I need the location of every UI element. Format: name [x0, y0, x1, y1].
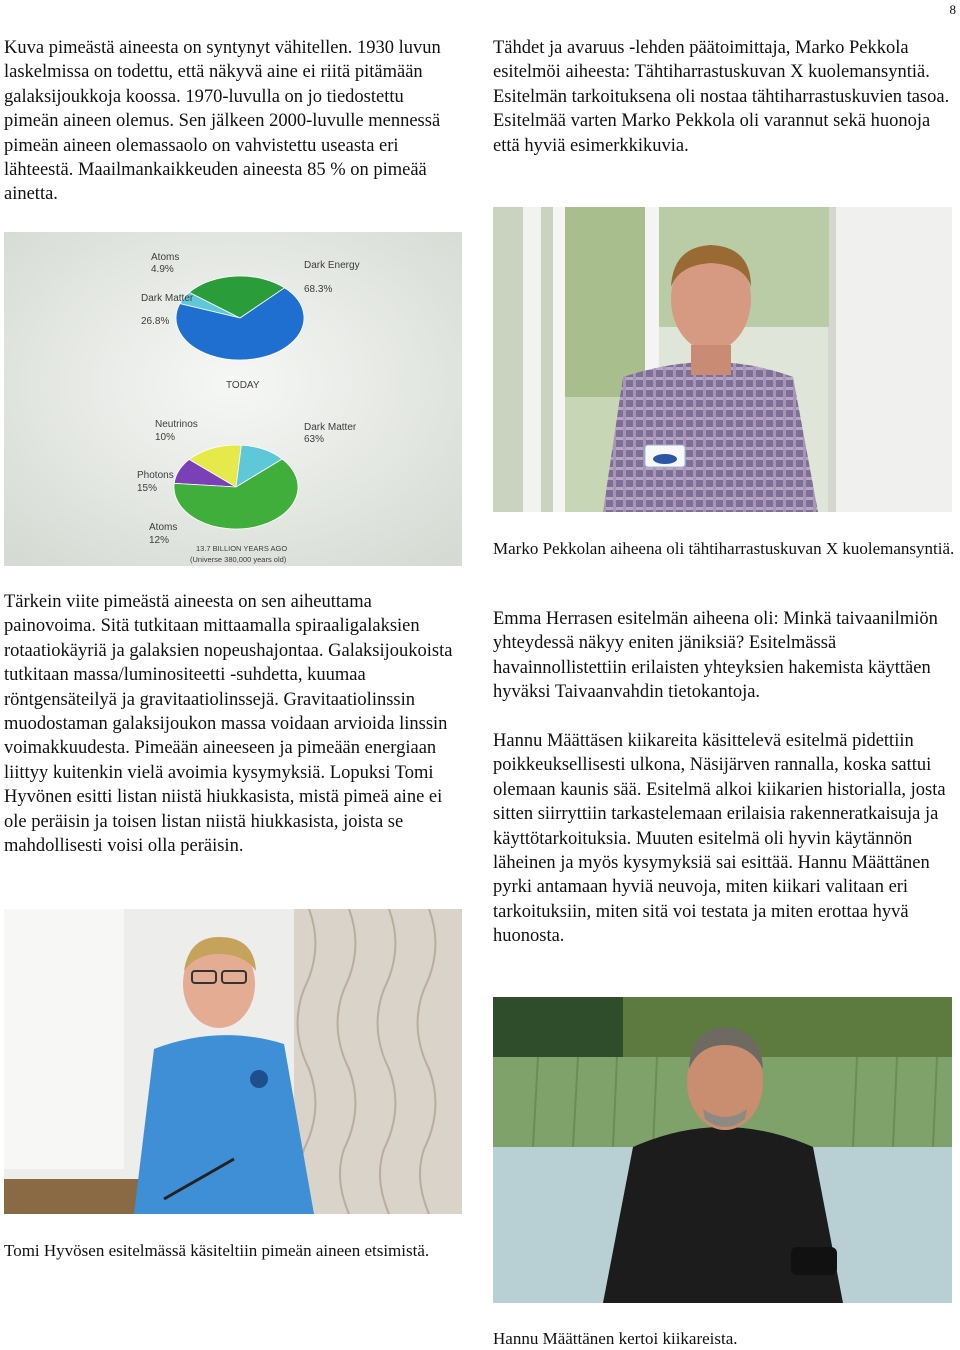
past-neutrinos-value: 10%	[155, 432, 176, 443]
maattanen-paragraph: Hannu Määttäsen kiikareita käsittelevä esitelmä pidettiin poikkeuksellisesti ulkona, Näsijärven rannalla, koska sattui olemaan kaunis sää. Esitelmä alkoi kiikarien historialla, josta sitten siirryttiin tarkastelemaan erilaisia rakenneratkaisuja ja käyttötarkoituksia. Muuten esitelmä oli hyvin käytännön läheinen ja myös kysymyksiä sai esittää. Hannu Määttänen pyrki antamaan hyviä neuvoja, miten kiikari valitaan eri tarkoituksiin, miten sitä voi testata ja miten erottaa hyvä huonosta.	[493, 731, 946, 947]
pekkola-intro-paragraph: Tähdet ja avaruus -lehden päätoimittaja, Marko Pekkola esitelmöi aiheesta: Tähtiharrastuskuvan X kuolemansyntiä. Esitelmän tarkoituksena oli nostaa tähtiharrastuskuvien tasoa. Esitelmää varten Marko Pekkola oli varannut sekä huonoja että hyviä esimerkkikuvia.	[493, 38, 950, 156]
today-atoms-label: Atoms	[151, 252, 180, 263]
past-subcaption: (Universe 380,000 years old)	[190, 555, 287, 564]
past-atoms-label: Atoms	[149, 522, 178, 533]
hyvonen-photo	[4, 909, 462, 1214]
pekkola-photo-caption: Marko Pekkolan aiheena oli tähtiharrastuskuvan X kuolemansyntiä.	[493, 539, 955, 558]
hyvonen-photo-caption: Tomi Hyvösen esitelmässä käsiteltiin pimeän aineen etsimistä.	[4, 1241, 430, 1260]
page-number: 8	[949, 2, 956, 17]
herranen-paragraph: Emma Herrasen esitelmän aiheena oli: Minkä taivaanilmiön yhteydessä näkyy eniten jäniksiä? Esitelmässä havainnollistettiin erilaisten yhteyksien hakemista käyttäen hyväksi Taivaanvahdin tietokantoja.	[493, 609, 938, 703]
past-photons-value: 15%	[137, 483, 158, 494]
intro-paragraph: Kuva pimeästä aineesta on syntynyt vähitellen. 1930 luvun laskelmissa on todettu, että näkyvä aine ei riitä pitämään galaksijoukkoja koossa. 1970-luvulla on jo tiedostettu pimeän aineen olemus. Sen jälkeen 2000-luvulle mennessä pimeän aineen olemassaolo on vahvistettu useasta eri lähteestä. Maailmankaikkeuden aineesta 85 % on pimeää ainetta.	[4, 38, 441, 205]
past-dark-matter-label: Dark Matter	[304, 422, 357, 433]
dark-matter-paragraph: Tärkein viite pimeästä aineesta on sen aiheuttama painovoima. Sitä tutkitaan mittaamalla spiraaligalaksien rotaatiokäyriä ja galaksien nopeushajontaa. Galaksijoukoista tutkitaan massa/luminositeetti -suhdetta, kuumaa röntgensäteilyä ja gravitaatiolinssejä. Gravitaatiolinssin muodostaman galaksijoukon massa voidaan arvioida linssin voimakkuudesta. Pimeään aineeseen ja pimeään energiaan liittyy kuitenkin vielä avoimia kysymyksiä. Lopuksi Tomi Hyvönen esitti listan niistä hiukkasista, mistä pimeä aine ei ole peräisin ja toisen listan niistä hiukkasista, joista se mahdollisesti voisi olla peräisin.	[4, 592, 453, 857]
past-caption: 13.7 BILLION YEARS AGO	[196, 544, 288, 553]
today-dark-energy-label: Dark Energy	[304, 260, 360, 271]
past-photons-label: Photons	[137, 470, 174, 481]
dark-matter-slide-photo	[4, 232, 462, 566]
past-dark-matter-value: 63%	[304, 434, 325, 445]
past-neutrinos-label: Neutrinos	[155, 419, 198, 430]
pekkola-photo	[493, 207, 952, 512]
today-dark-energy-value: 68.3%	[304, 284, 333, 295]
maattanen-photo-caption: Hannu Määttänen kertoi kiikareista.	[493, 1329, 738, 1348]
maattanen-photo	[493, 997, 952, 1303]
pie-chart-past	[174, 445, 298, 529]
today-atoms-value: 4.9%	[151, 264, 174, 275]
today-dark-matter-label: Dark Matter	[141, 293, 194, 304]
today-dark-matter-value: 26.8%	[141, 316, 170, 327]
today-caption: TODAY	[226, 380, 260, 391]
pie-chart-today	[176, 276, 304, 360]
past-atoms-value: 12%	[149, 535, 170, 546]
